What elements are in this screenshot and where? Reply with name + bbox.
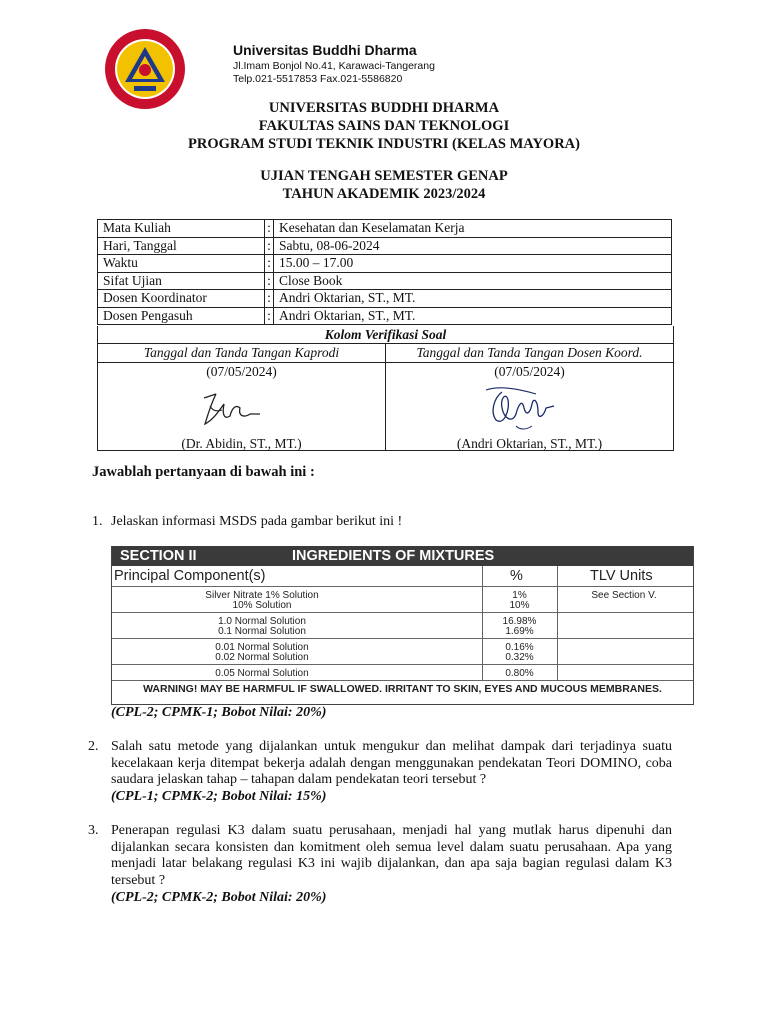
verification-title: Kolom Verifikasi Soal (98, 326, 673, 344)
msds-rule (112, 612, 693, 613)
info-separator: : (265, 255, 274, 273)
kaprodi-column (98, 344, 386, 450)
msds-rule (112, 664, 693, 665)
question-cpl: (CPL-1; CPMK-2; Bobot Nilai: 15%) (111, 789, 327, 804)
info-value: Sabtu, 08-06-2024 (274, 237, 672, 255)
msds-cell: Silver Nitrate 1% Solution (205, 590, 319, 601)
coordinator-date: (07/05/2024) (494, 364, 565, 379)
info-separator: : (265, 272, 274, 290)
msds-cell: 1.69% (505, 626, 534, 637)
msds-cell: 0.32% (505, 652, 534, 663)
msds-cell: 0.05 Normal Solution (215, 668, 309, 679)
info-row (98, 237, 672, 255)
header-faculty: FAKULTAS SAINS DAN TEKNOLOGI (258, 118, 510, 134)
info-value: Close Book (274, 272, 672, 290)
kaprodi-caption: Tanggal dan Tanda Tangan Kaprodi (98, 344, 385, 363)
info-row (98, 272, 672, 290)
info-separator: : (265, 290, 274, 308)
info-label: Dosen Pengasuh (98, 307, 265, 325)
msds-cell: 10% (509, 600, 530, 611)
header-university: UNIVERSITAS BUDDHI DHARMA (268, 100, 500, 116)
question-text: Jelaskan informasi MSDS pada gambar berikut ini ! (111, 514, 403, 529)
info-value: Kesehatan dan Keselamatan Kerja (274, 220, 672, 238)
info-row (98, 220, 672, 238)
msds-section-title: INGREDIENTS OF MIXTURES (292, 548, 495, 564)
msds-cell: 0.80% (505, 668, 534, 679)
msds-warning: WARNING! MAY BE HARMFUL IF SWALLOWED. IRRITANT TO SKIN, EYES AND MUCOUS MEMBRANES. (143, 683, 662, 695)
msds-cell: 1% (512, 590, 527, 601)
msds-section-label: SECTION II (120, 548, 197, 564)
info-separator: : (265, 220, 274, 238)
question-text: Penerapan regulasi K3 dalam suatu perusahaan, menjadi hal yang mutlak harus dipenuhi dan dijalankan secara konsisten dan komitment oleh semua level dalam suatu perusahaan. Apa yang menjadi latar belakang regulasi K3 ini wajib dijalankan, dan apa saja bagian regulasi dalam K3 tersebut ? (111, 823, 672, 888)
msds-cell: See Section V. (591, 590, 657, 601)
kaprodi-date: (07/05/2024) (206, 364, 277, 379)
msds-figure (111, 546, 694, 705)
kaprodi-signature (98, 380, 385, 432)
coordinator-name: (Andri Oktarian, ST., MT.) (456, 436, 603, 451)
info-separator: : (265, 307, 274, 325)
info-row (98, 307, 672, 325)
question-number: 1. (92, 514, 103, 529)
header-exam: UJIAN TENGAH SEMESTER GENAP (260, 168, 508, 184)
instruction: Jawablah pertanyaan di bawah ini : (92, 464, 315, 480)
msds-cell: 10% Solution (232, 600, 292, 611)
header-program: PROGRAM STUDI TEKNIK INDUSTRI (KELAS MAYORA) (188, 136, 580, 152)
info-row (98, 290, 672, 308)
info-label: Dosen Koordinator (98, 290, 265, 308)
msds-rule (112, 680, 693, 681)
msds-cell: 1.0 Normal Solution (218, 616, 306, 627)
university-name: Universitas Buddhi Dharma (233, 42, 417, 58)
address-line: Jl.Imam Bonjol No.41, Karawaci-Tangerang (233, 60, 435, 72)
verification-box (97, 326, 674, 451)
info-label: Waktu (98, 255, 265, 273)
coordinator-column (386, 344, 673, 450)
msds-cell: 0.1 Normal Solution (218, 626, 306, 637)
info-value: 15.00 – 17.00 (274, 255, 672, 273)
university-address (233, 60, 435, 85)
info-value: Andri Oktarian, ST., MT. (274, 307, 672, 325)
info-row (98, 255, 672, 273)
msds-section-bar (112, 546, 693, 566)
kaprodi-name: (Dr. Abidin, ST., MT.) (181, 436, 302, 451)
question-number: 2. (88, 739, 99, 754)
msds-rule (557, 566, 558, 680)
university-logo (104, 28, 186, 110)
msds-rule (112, 586, 693, 587)
info-separator: : (265, 237, 274, 255)
coordinator-signature (386, 380, 673, 432)
question-text: Salah satu metode yang dijalankan untuk mengukur dan melihat dampak dari terjadinya suatu kecelakaan kerja ditempat bekerja adalah dengan menggunakan pendekatan Teori DOMINO, coba saudara jelaskan tahap – tahapan dalam pendekatan teori tersebut ? (111, 739, 672, 787)
msds-cell: 0.16% (505, 642, 534, 653)
question-number: 3. (88, 823, 99, 838)
info-label: Hari, Tanggal (98, 237, 265, 255)
coordinator-caption: Tanggal dan Tanda Tangan Dosen Koord. (386, 344, 673, 363)
phone-line: Telp.021-5517853 Fax.021-5586820 (233, 72, 403, 85)
msds-cell: 16.98% (502, 616, 537, 627)
msds-rule (112, 638, 693, 639)
msds-cell: 0.01 Normal Solution (215, 642, 309, 653)
msds-col-percent: % (510, 568, 523, 584)
question-cpl: (CPL-2; CPMK-2; Bobot Nilai: 20%) (111, 890, 327, 905)
info-label: Sifat Ujian (98, 272, 265, 290)
info-label: Mata Kuliah (98, 220, 265, 238)
msds-col-tlv: TLV Units (590, 568, 653, 584)
msds-cell: 0.02 Normal Solution (215, 652, 309, 663)
question-cpl: (CPL-2; CPMK-1; Bobot Nilai: 20%) (111, 705, 327, 720)
info-value: Andri Oktarian, ST., MT. (274, 290, 672, 308)
header-year: TAHUN AKADEMIK 2023/2024 (282, 186, 486, 202)
exam-info-table (97, 219, 672, 325)
msds-col-component: Principal Component(s) (114, 568, 266, 584)
